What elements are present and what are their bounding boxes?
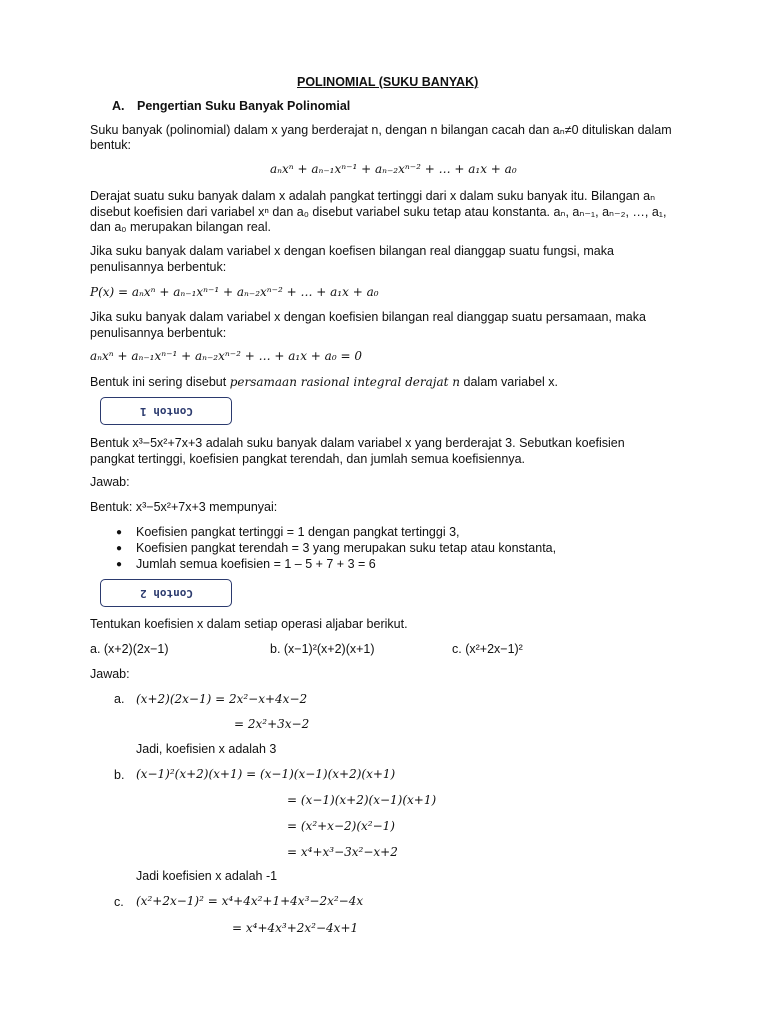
intro-line-2: bentuk: [90, 138, 132, 152]
solution-c-line: = x⁴+4x³+2x²−4x+1 [232, 921, 359, 935]
solution-b-conclusion: Jadi koefisien x adalah -1 [136, 869, 278, 883]
general-form-formula: aₙxⁿ + aₙ₋₁xⁿ⁻¹ + aₙ₋₂xⁿ⁻² + … + a₁x + a₀ [270, 162, 517, 176]
bullet-dot: ● [116, 559, 123, 570]
example1-question-line-2: pangkat tertinggi, koefisien pangkat terendah, dan jumlah semua koefisiennya. [90, 452, 526, 466]
rational-prefix: Bentuk ini sering disebut [90, 375, 227, 389]
solution-a-line: (x+2)(2x−1) = 2x²−x+4x−2 [136, 692, 308, 706]
solution-c-label: c. [114, 895, 124, 909]
solution-b-line: = (x−1)(x+2)(x−1)(x+1) [287, 793, 437, 807]
example1-answer-intro: Bentuk: x³−5x²+7x+3 mempunyai: [90, 500, 278, 514]
solution-a-label: a. [114, 692, 125, 706]
contoh-1-badge [100, 397, 232, 425]
example2-question: Tentukan koefisien x dalam setiap operasi aljabar berikut. [90, 617, 408, 631]
bullet-dot: ● [116, 543, 123, 554]
rational-term: persamaan rasional integral derajat n [229, 375, 461, 389]
contoh-1-label: Contoh 1 [139, 404, 193, 418]
example1-bullet: Koefisien pangkat tertinggi = 1 dengan pangkat tertinggi 3, [136, 525, 460, 539]
equation-line-2: penulisannya berbentuk: [90, 326, 227, 340]
contoh-2-label: Contoh 2 [139, 586, 193, 600]
solution-b-line: = (x²+x−2)(x²−1) [287, 819, 395, 833]
example2-item-a: a. (x+2)(2x−1) [90, 642, 169, 656]
example1-bullet: Jumlah semua koefisien = 1 – 5 + 7 + 3 = 6 [136, 557, 376, 571]
page-title: POLINOMIAL (SUKU BANYAK) [297, 75, 479, 89]
degree-line-3: dan a₀ merupakan bilangan real. [90, 220, 272, 234]
example2-item-c: c. (x²+2x−1)² [452, 642, 523, 656]
rational-suffix: dalam variabel x. [463, 375, 559, 389]
solution-c-line: (x²+2x−1)² = x⁴+4x²+1+4x³−2x²−4x [136, 894, 364, 908]
jawab-label-1: Jawab: [90, 475, 130, 489]
contoh-2-badge [100, 579, 232, 607]
function-line-1: Jika suku banyak dalam variabel x dengan koefisen bilangan real dianggap suatu fungsi, maka [90, 244, 614, 258]
equation-line-1: Jika suku banyak dalam variabel x dengan koefisien bilangan real dianggap suatu persamaan, maka [90, 310, 646, 324]
section-heading-a: A. Pengertian Suku Banyak Polinomial [112, 99, 351, 113]
degree-line-1: Derajat suatu suku banyak dalam x adalah pangkat tertinggi dari x dalam suku banyak itu. Bilangan aₙ [90, 189, 656, 203]
example2-item-b: b. (x−1)²(x+2)(x+1) [270, 642, 375, 656]
solution-a-conclusion: Jadi, koefisien x adalah 3 [136, 742, 277, 756]
intro-line-1: Suku banyak (polinomial) dalam x yang berderajat n, dengan n bilangan cacah dan aₙ≠0 dituliskan dalam [90, 123, 672, 137]
solution-a-line: = 2x²+3x−2 [234, 717, 310, 731]
degree-line-2: disebut koefisien dari variabel xⁿ dan a₀ disebut variabel suku tetap atau konstanta. aₙ, aₙ₋₁, aₙ₋₂, …, a₁, [90, 205, 667, 219]
function-line-2: penulisannya berbentuk: [90, 260, 227, 274]
solution-b-line: = x⁴+x³−3x²−x+2 [287, 845, 398, 859]
jawab-label-2: Jawab: [90, 667, 130, 681]
bullet-dot: ● [116, 527, 123, 538]
solution-b-line: (x−1)²(x+2)(x+1) = (x−1)(x−1)(x+2)(x+1) [136, 767, 396, 781]
example1-bullet: Koefisien pangkat terendah = 3 yang merupakan suku tetap atau konstanta, [136, 541, 557, 555]
solution-b-label: b. [114, 768, 125, 782]
example1-question-line-1: Bentuk x³−5x²+7x+3 adalah suku banyak dalam variabel x yang berderajat 3. Sebutkan koefisien [90, 436, 625, 450]
equation-form-formula: aₙxⁿ + aₙ₋₁xⁿ⁻¹ + aₙ₋₂xⁿ⁻² + … + a₁x + a₀ = 0 [90, 349, 362, 363]
rational-line [90, 375, 558, 389]
function-form-formula: P(x) = aₙxⁿ + aₙ₋₁xⁿ⁻¹ + aₙ₋₂xⁿ⁻² + … + a₁x + a₀ [90, 285, 379, 299]
